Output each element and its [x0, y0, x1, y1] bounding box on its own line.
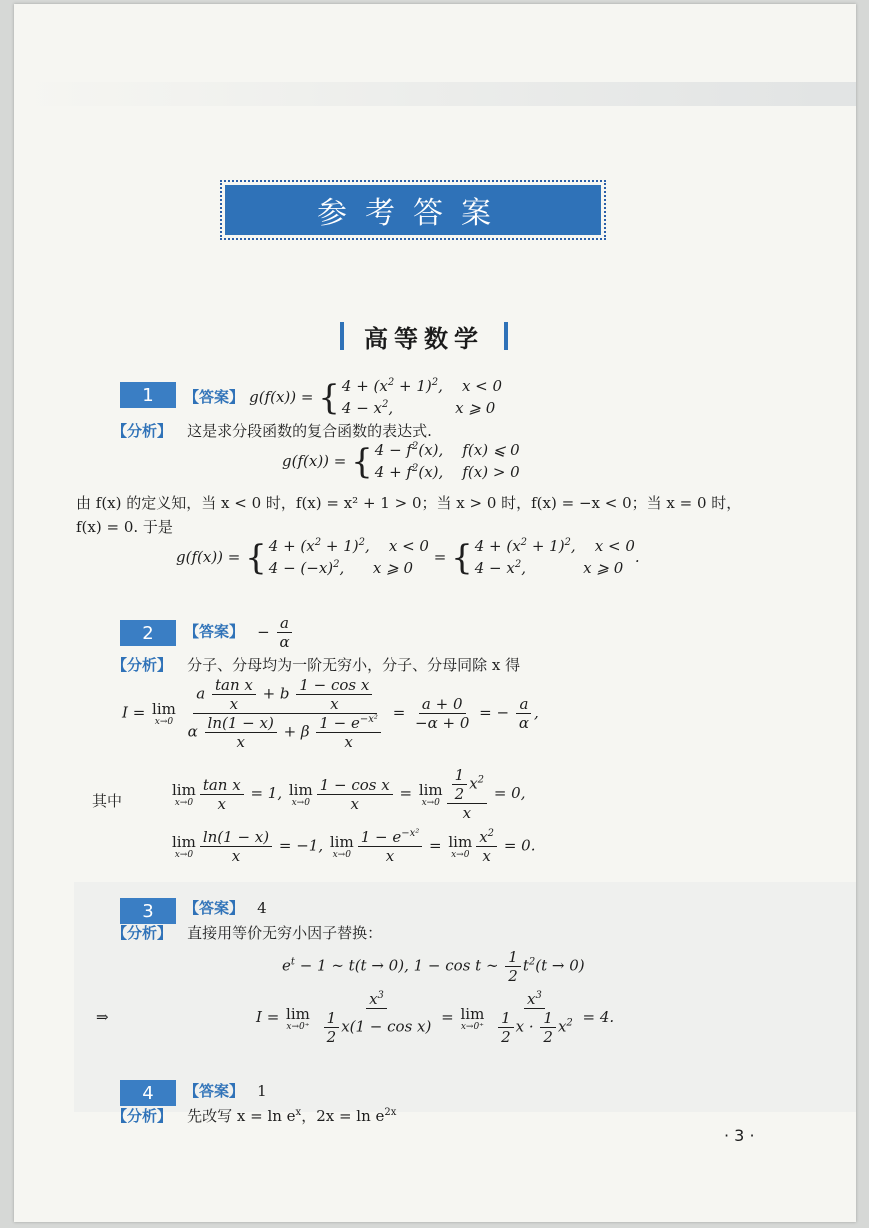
document-page	[14, 4, 856, 1222]
bleed-through-band	[14, 82, 856, 106]
q1-domain-line-1: 由 f(x) 的定义知，当 x < 0 时，f(x) = x² + 1 > 0；当 x > 0 时，f(x) = −x < 0；当 x = 0 时，	[76, 494, 742, 512]
q2-where-label: 其中	[92, 792, 123, 810]
analysis-tag: 【分析】	[112, 1107, 173, 1125]
answer-tag: 【答案】	[184, 899, 245, 917]
q1-answer	[184, 376, 502, 420]
q1-formula-2: g(f(x)) = { $4 - f^2(x)$, f(x) ⩽ 0 $4 + f^2(x)$, f(x) > 0	[282, 441, 520, 482]
banner-title: 参考答案	[225, 185, 601, 235]
q1-domain-line-2: f(x) = 0. 于是	[76, 518, 173, 536]
q3-answer-value: 4	[257, 899, 267, 917]
q3-analysis-text: 直接用等价无穷小因子替换：	[187, 924, 383, 942]
q1-analysis-text: 这是求分段函数的复合函数的表达式.	[187, 422, 432, 440]
section-bar-right	[504, 322, 508, 350]
q4-analysis	[112, 1105, 396, 1126]
q2-where-formula-1: lim x→0 $\frac{\text{tan x}}{x}$ = 1, lim x→0 $\frac{\text{1 − cos x}}{x}$ = lim x→0 $\frac{1}{2}$ $x^2$ x = 0,	[172, 766, 526, 822]
answer-tag: 【答案】	[184, 622, 245, 641]
q1-answer-formula: g(f(x)) = { $4 + (x^2 + 1)^2$, x < 0 $4 - x^2$, x ⩾ 0	[249, 377, 503, 418]
q3-answer	[184, 897, 267, 918]
answer-tag: 【答案】	[184, 1082, 245, 1100]
q3-implies: ⇒	[96, 1008, 109, 1026]
q2-analysis-text: 分子、分母均为一阶无穷小，分子、分母同除 x 得	[187, 656, 521, 674]
answers-banner	[220, 180, 606, 240]
q3-analysis	[112, 922, 382, 943]
analysis-tag: 【分析】	[112, 422, 173, 440]
q4-answer-value: 1	[257, 1082, 267, 1100]
q4-answer	[184, 1080, 267, 1101]
question-number-4: 4	[120, 1080, 176, 1106]
section-heading	[324, 316, 524, 356]
q2-analysis	[112, 654, 520, 675]
q3-equivalence-formula: $e^t - 1$ ∼ t(t → 0), 1 − cos t ∼ $\frac{1}{2}$ $t^2(t \to 0)$	[282, 948, 585, 985]
q2-answer	[184, 614, 295, 651]
question-number-2: 2	[120, 620, 176, 646]
analysis-tag: 【分析】	[112, 656, 173, 674]
q4-analysis-text: 先改写 $x = \ln e^x$，$2x = \ln e^{2x}$	[187, 1107, 397, 1125]
page-number: · 3 ·	[724, 1126, 755, 1145]
answer-tag: 【答案】	[184, 387, 245, 406]
q2-answer-formula: − $\frac{a}{\alpha}$	[257, 623, 294, 641]
question-number-3: 3	[120, 898, 176, 924]
q2-main-formula: I = lim x→0 a $\frac{\text{tan x}}{x}$ + b $\frac{\text{1 − cos x}}{x}$ α $\frac{\ln(1 - x)}{x}$ + β $\frac{1 - e^{-x^2}}{x}$ = $\frac{a + 0}{-\alpha + 0}$ = − $\frac{a}{\alpha}$ ,	[122, 676, 539, 751]
analysis-tag: 【分析】	[112, 924, 173, 942]
section-bar-left	[340, 322, 344, 350]
section-title: 高等数学	[364, 324, 484, 353]
question-number-1: 1	[120, 382, 176, 408]
q1-analysis	[112, 420, 432, 441]
q2-where-formula-2: lim x→0 $\frac{\ln(1 - x)}{x}$ = −1, lim x→0 $\frac{1 - e^{-x^2}}{x}$ = lim x→0 $\frac{x^2}{x}$ = 0.	[172, 828, 536, 865]
q1-formula-3: g(f(x)) = { $4 + (x^2 + 1)^2$, x < 0 $4 - (-x)^2$, x ⩾ 0 = { $4 + (x^2 + 1)^2$, x < 0 $4 - x^2$, x ⩾ 0 .	[176, 537, 640, 578]
q3-main-formula: I = lim x→0⁺ $x^3$ $\frac{1}{2}$ x(1 − cos x) = lim x→0⁺ $x^3$ $\frac{1}{2}$ x · $\frac{1}{2}$ $x^2$ = 4.	[256, 990, 615, 1046]
